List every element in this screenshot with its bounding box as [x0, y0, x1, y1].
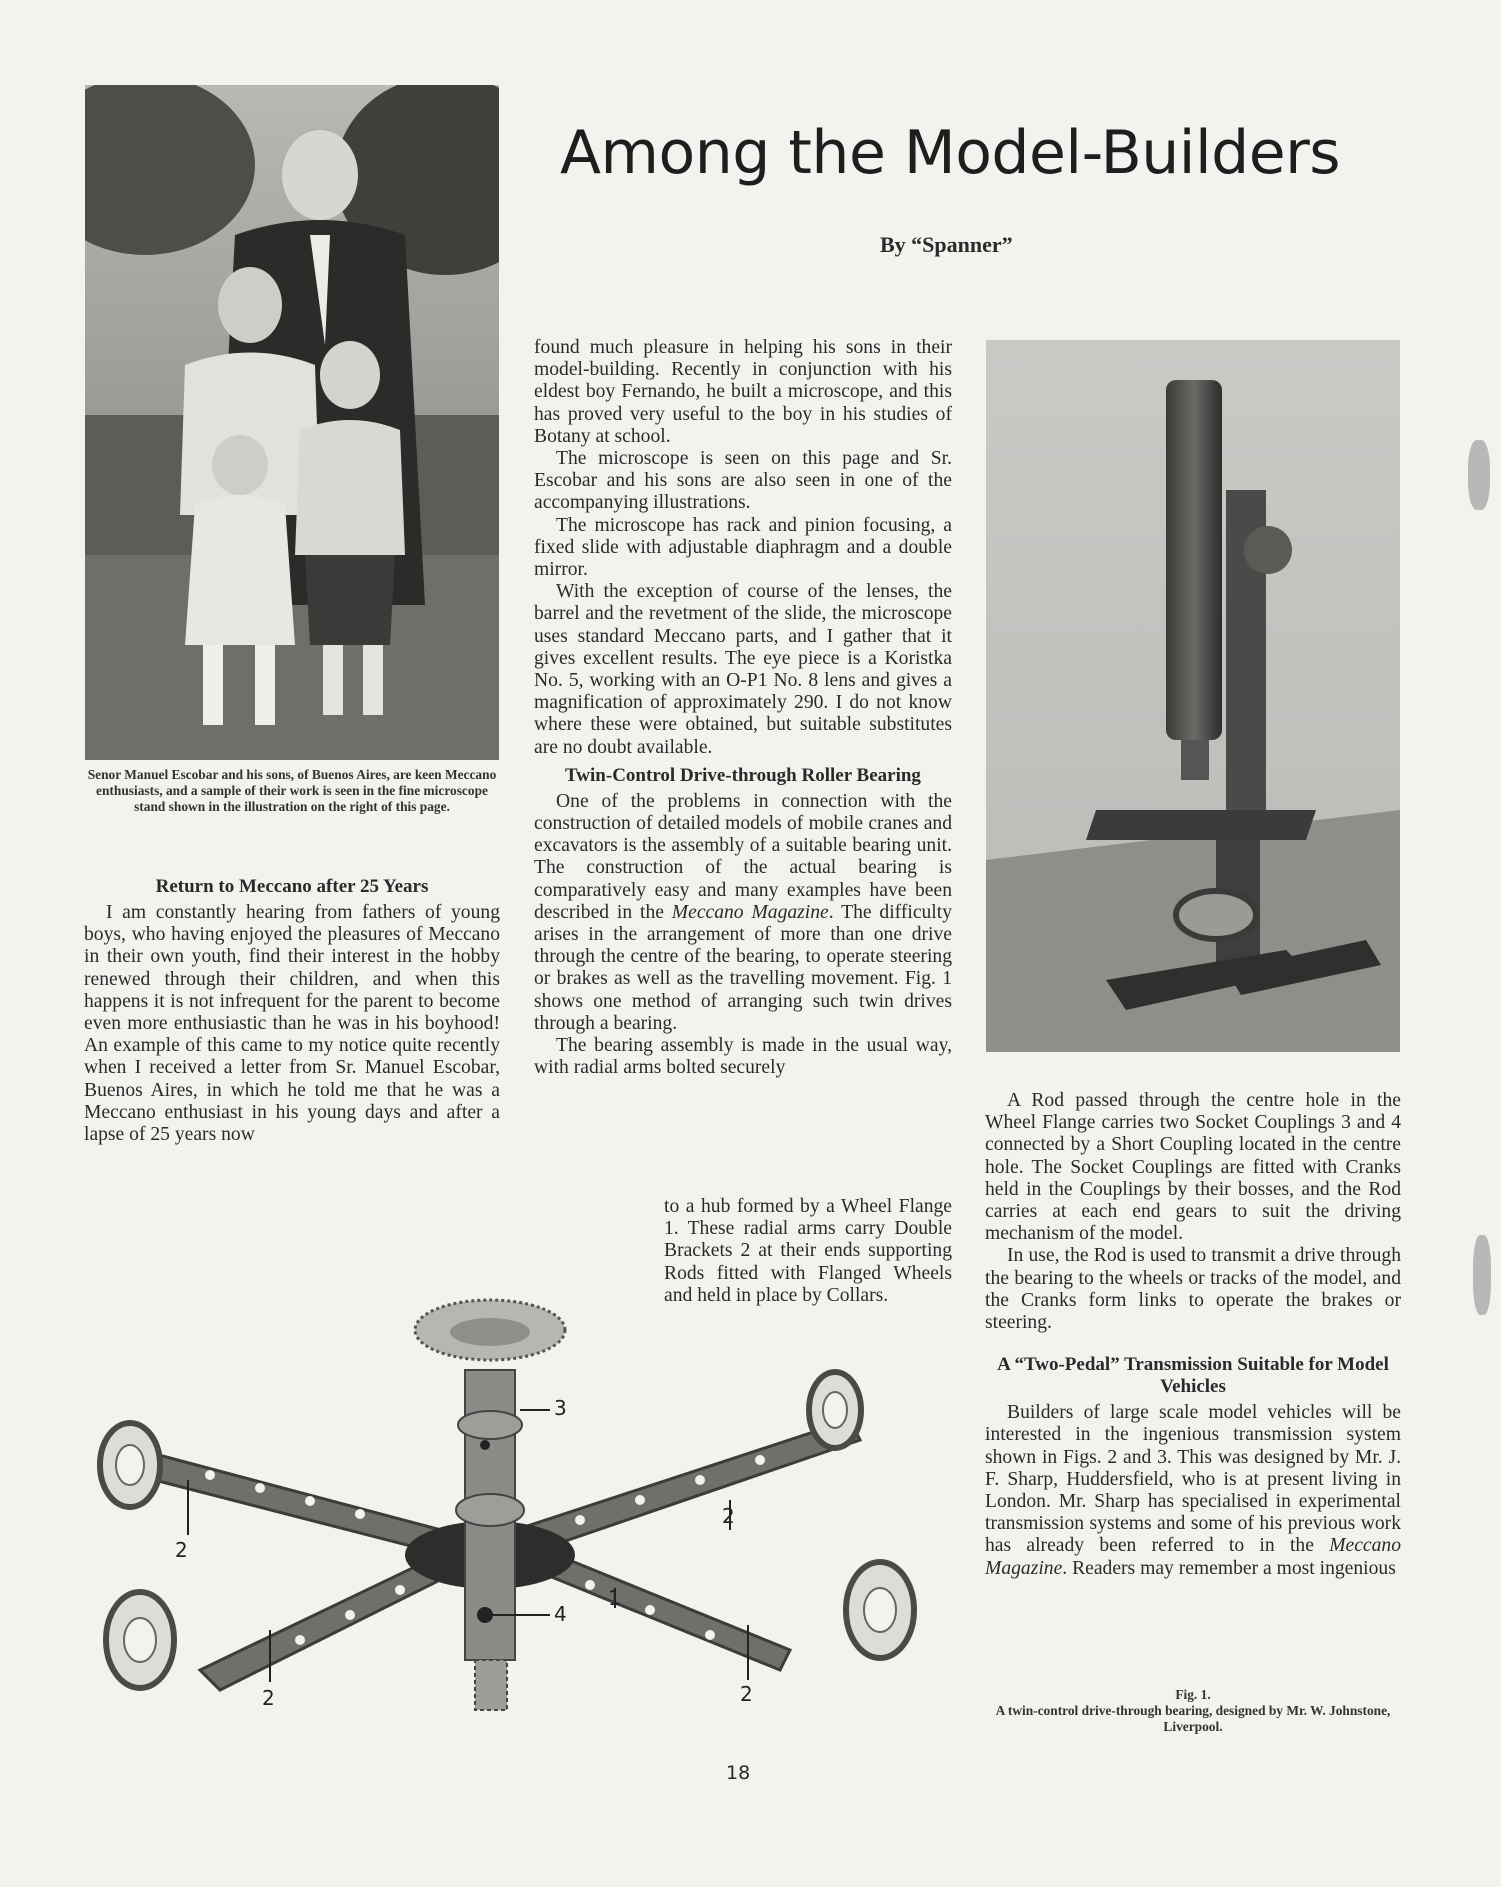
label-2-bottom-right: 2: [740, 1682, 753, 1706]
figure-1-number: Fig. 1.: [1175, 1687, 1211, 1702]
label-3: 3: [554, 1396, 567, 1420]
paragraph: A Rod passed through the centre hole in the Wheel Flange carries two Socket Couplings 3 and 4 connected by a Short Coupling located in the centre hole. The Socket Couplings are fitted with Cranks held in the Couplings by their bosses, and the Rod carries at each end gears to suit the driving mechanism of the model.: [985, 1090, 1401, 1245]
paragraph: [985, 1402, 1401, 1580]
family-photo: [85, 85, 499, 760]
bearing-assembly-illustration: [80, 1270, 980, 1740]
page-number: 18: [726, 1762, 751, 1784]
section-heading-roller-bearing: Twin-Control Drive-through Roller Bearing: [565, 764, 921, 786]
column-2: [534, 337, 952, 1080]
paragraph: With the exception of course of the lenses, the barrel and the revetment of the slide, the microscope uses standard Meccano parts, and I gather that it gives excellent results. The eye piece is a Koristka No. 5, working with an O-P1 No. 8 lens and gives a magnification of approximately 290. I do not know where these were obtained, but suitable substitutes are no doubt available.: [534, 581, 952, 758]
paragraph: to a hub formed by a Wheel Flange 1. These radial arms carry Double Brackets 2 at their ends supporting Rods fitted with Flanged Wheels and held in place by Collars.: [664, 1196, 952, 1306]
figure-1: [80, 1270, 980, 1740]
text-run: . Readers may remember a most ingenious: [1062, 1557, 1396, 1579]
text-run: Builders of large scale model vehicles will be interested in the ingenious transmission system shown in Figs. 2 and 3. This was designed by Mr. J. F. Sharp, Huddersfield, who is at present living in London. Mr. Sharp has specialised in experimental transmission systems and some of his previous work has already been referred to in the: [985, 1402, 1401, 1557]
microscope-illustration: [986, 340, 1400, 1052]
column-1: [84, 870, 500, 1146]
paragraph: found much pleasure in helping his sons in their model-building. Recently in conjunction with his eldest boy Fernando, he built a microscope, and this has proved very useful to the boy in his studies of Botany at school.: [534, 337, 952, 447]
label-4: 4: [554, 1602, 567, 1626]
paragraph: The bearing assembly is made in the usual way, with radial arms bolted securely: [534, 1035, 952, 1079]
paragraph: The microscope has rack and pinion focusing, a fixed slide with adjustable diaphragm and a double mirror.: [534, 514, 952, 581]
byline: By “Spanner”: [880, 232, 1013, 257]
section-heading-return: Return to Meccano after 25 Years: [155, 876, 429, 897]
section-heading-transmission: A “Two-Pedal” Transmission Suitable for Model Vehicles: [997, 1354, 1389, 1398]
paragraph: In use, the Rod is used to transmit a drive through the bearing to the wheels or tracks of the model, and the Cranks form links to operate the brakes or steering.: [985, 1245, 1401, 1334]
microscope-photo: [986, 340, 1400, 1052]
text-run: . The difficulty arises in the arrangement of more than one drive through the centre of the bearing, to operate steering or brakes as well as the travelling movement. Fig. 1 shows one method of arranging such twin drives through a bearing.: [534, 901, 952, 1034]
paragraph: [534, 791, 952, 1035]
figure-1-caption: [985, 1687, 1401, 1735]
page-title: Among the Model-Builders: [560, 118, 1341, 188]
paragraph: The microscope is seen on this page and Sr. Escobar and his sons are also seen in one of the accompanying illustrations.: [534, 448, 952, 514]
magazine-name: Meccano Magazine: [985, 1535, 1401, 1579]
figure-1-caption-text: A twin-control drive-through bearing, designed by Mr. W. Johnstone, Liverpool.: [995, 1703, 1391, 1734]
label-2-right: 2: [722, 1504, 735, 1528]
magazine-name: Meccano Magazine: [671, 901, 829, 923]
family-photo-illustration: [85, 85, 499, 760]
label-2-bottom-left: 2: [262, 1686, 275, 1710]
margin-smudge: [1468, 440, 1490, 510]
family-photo-caption: Senor Manuel Escobar and his sons, of Buenos Aires, are keen Meccano enthusiasts, and a sample of their work is seen in the fine microscope stand shown in the illustration on the right of this page.: [87, 767, 497, 814]
label-1: 1: [608, 1586, 621, 1610]
paragraph: I am constantly hearing from fathers of young boys, who having enjoyed the pleasures of Meccano in their own youth, find their interest in the hobby renewed through their children, and when this happens it is not infrequent for the parent to become even more enthusiastic than he was in his boyhood! An example of this came to my notice quite recently when I received a letter from Sr. Manuel Escobar, Buenos Aires, in which he told me that he was a Meccano enthusiast in his young days and after a lapse of 25 years now: [84, 902, 500, 1146]
text-run: One of the problems in connection with the construction of detailed models of mobile cranes and excavators is the assembly of a suitable bearing unit. The construction of the actual bearing is comparatively easy and many examples have been described in the: [534, 790, 952, 923]
label-2-left: 2: [175, 1538, 188, 1562]
margin-smudge: [1473, 1235, 1491, 1315]
column-3: [985, 1090, 1401, 1580]
